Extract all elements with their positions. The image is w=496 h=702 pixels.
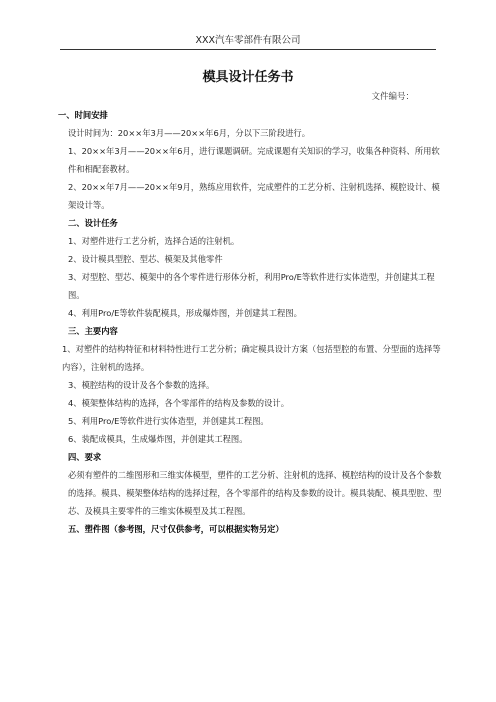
section-heading-part-drawing: 五、塑件图（参考图，尺寸仅供参考，可以根据实物另定） — [68, 524, 284, 534]
section-heading-schedule: 一、时间安排 — [58, 110, 108, 120]
company-name: XXX汽车零部件有限公司 — [195, 35, 301, 46]
paragraph: 4、利用Pro/E等软件装配模具，形成爆炸图，并创建其工程图。 — [68, 308, 302, 318]
paragraph: 3、对型腔、型芯、模架中的各个零件进行形体分析，利用Pro/E等软件进行实体造型，并创建其工程图。 — [68, 272, 435, 300]
paragraph: 2、设计模具型腔、型芯、模架及其他零件 — [68, 254, 223, 264]
document-number-label: 文件编号： — [371, 92, 414, 102]
paragraph: 6、装配成模具，生成爆炸图，并创建其工程图。 — [68, 434, 248, 444]
paragraph: 2、20××年7月——20××年9月，熟练应用软件，完成塑件的工艺分析、注射机选择、模腔设计、模架设计等。 — [68, 182, 440, 210]
paragraph: 3、模腔结构的设计及各个参数的选择。 — [68, 380, 215, 390]
paragraph: 1、对塑件进行工艺分析，选择合适的注射机。 — [68, 236, 240, 246]
paragraph: 1、20××年3月——20××年6月，进行课题调研。完成课题有关知识的学习，收集各种资料、所用软件和相配套教材。 — [68, 146, 440, 174]
document-title: 模具设计任务书 — [202, 70, 294, 85]
paragraph: 1、对塑件的结构特征和材料特性进行工艺分析；确定模具设计方案（包括型腔的布置、分型面的选择等内容），注射机的选择。 — [62, 344, 441, 372]
section-heading-requirements: 四、要求 — [68, 452, 102, 462]
paragraph: 设计时间为：20××年3月——20××年6月，分以下三阶段进行。 — [68, 128, 311, 138]
section-heading-content: 三、主要内容 — [68, 326, 118, 336]
paragraph: 4、模架整体结构的选择，各个零部件的结构及参数的设计。 — [68, 398, 289, 408]
paragraph: 必须有塑件的二维图形和三维实体模型，塑件的工艺分析、注射机的选择、模腔结构的设计及各个参数的选择。模具、模架整体结构的选择过程，各个零部件的结构及参数的设计。模具装配、模具型腔、型芯、及模具主要零件的三维实体模型及其工程图。 — [68, 470, 442, 516]
paragraph: 5、利用Pro/E等软件进行实体造型，并创建其工程图。 — [68, 416, 269, 426]
section-heading-tasks: 二、设计任务 — [68, 218, 118, 228]
document-body — [58, 106, 444, 538]
page-header — [60, 32, 436, 50]
